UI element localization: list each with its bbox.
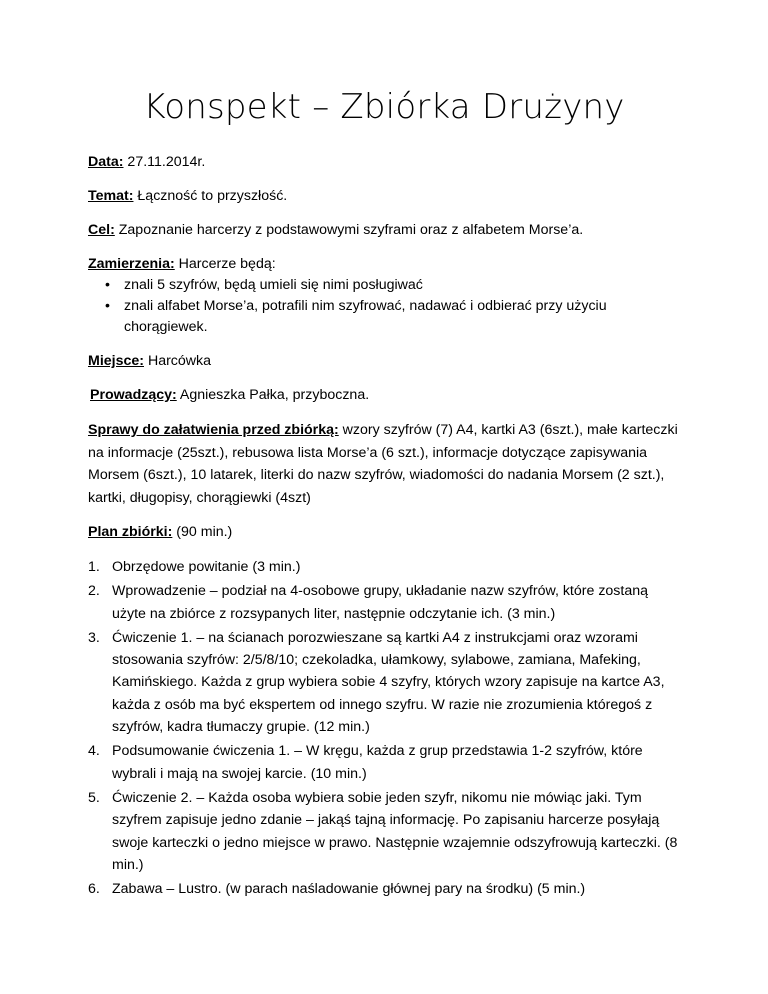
leader-label: Prowadzący: [90, 387, 177, 403]
place-label: Miejsce: [88, 353, 144, 369]
goal-label: Cel: [88, 222, 115, 238]
plan-item-text: Ćwiczenie 1. – na ścianach porozwieszane są kartki A4 z instrukcjami oraz wzorami stosowania szyfrów: 2/5/8/10; czekoladka, ułamkowy, sylabowe, zamiana, Mafeking, Kamińskiego. Każda z grup wybiera sobie 4 szyfry, których wzory zapisuje na kartce A3, każda z osób ma być ekspertem od innego szyfru. W razie nie zrozumienia któregoś z szyfrów, kadra tłumaczy grupie. (12 min.) [112, 629, 665, 736]
tasks-label: Sprawy do załatwienia przed zbiórką: [88, 422, 339, 438]
plan-item [88, 556, 680, 578]
bullet-icon: • [105, 277, 110, 293]
aims-field [88, 254, 680, 275]
plan-item-text: Podsumowanie ćwiczenia 1. – W kręgu, każda z grup przedstawia 1-2 szyfrów, które wybrali i mają na swojej karcie. (10 min.) [112, 743, 643, 782]
plan-label: Plan zbiórki: [88, 524, 173, 540]
leader-value: Agnieszka Pałka, przyboczna. [176, 387, 370, 403]
goal-field [88, 220, 680, 241]
plan-item-text: Ćwiczenie 2. – Każda osoba wybiera sobie jeden szyfr, nikomu nie mówiąc jaki. Tym szyfrem zapisuje jedno zdanie – jakąś tajną informację. Po zapisaniu harcerze posyłają swoje karteczki o jedno miejsce w prawo. Następnie wzajemnie odszyfrowują karteczki. (8 min.) [112, 789, 678, 873]
topic-label: Temat: [88, 188, 134, 204]
plan-item-number: 1. [88, 559, 100, 575]
plan-item [88, 787, 680, 876]
tasks-value: wzory szyfrów (7) A4, kartki A3 (6szt.), małe karteczki na informacje (25szt.), rebusowa lista Morse’a (6 szt.), informacje dotyczące zapisywania Morsem (6szt.), 10 latarek, literki do nazw szyfrów, wiadomości do nadania Morsem (2 szt.), kartki, długopisy, chorągiewki (4szt) [88, 422, 678, 506]
topic-field [88, 186, 680, 207]
plan-item [88, 627, 680, 738]
aims-item [88, 296, 680, 338]
aims-item [88, 275, 680, 296]
plan-duration: (90 min.) [172, 524, 233, 540]
place-field [88, 351, 680, 372]
plan-list [88, 556, 680, 900]
leader-field [88, 385, 680, 406]
plan-item-number: 2. [88, 583, 100, 600]
document-title: Konspekt – Zbiórka Drużyny [143, 87, 625, 127]
date-label: Data: [88, 154, 124, 170]
plan-item [88, 878, 680, 900]
plan-item-number: 4. [88, 743, 100, 760]
aims-label: Zamierzenia: [88, 256, 175, 272]
plan-item [88, 740, 680, 785]
plan-item-text: Zabawa – Lustro. (w parach naśladowanie głównej pary na środku) (5 min.) [112, 881, 586, 898]
goal-value: Zapoznanie harcerzy z podstawowymi szyframi oraz z alfabetem Morse’a. [114, 222, 584, 238]
date-value: 27.11.2014r. [123, 154, 206, 170]
bullet-icon: • [105, 298, 110, 314]
date-field [88, 152, 680, 173]
aims-item-text: znali alfabet Morse’a, potrafili nim szyfrować, nadawać i odbierać przy użyciu chorągiewek. [124, 298, 607, 335]
topic-value: Łączność to przyszłość. [133, 188, 288, 204]
tasks-field [88, 419, 680, 509]
plan-item-number: 6. [88, 881, 100, 898]
plan-item-text: Wprowadzenie – podział na 4-osobowe grupy, układanie nazw szyfrów, które zostaną użyte na zbiórce z rozsypanych liter, następnie odczytanie ich. (3 min.) [112, 583, 649, 622]
plan-field [88, 522, 680, 543]
plan-item-number: 3. [88, 629, 100, 646]
aims-list [88, 275, 680, 338]
aims-intro: Harcerze będą: [174, 256, 276, 272]
plan-item-text: Obrzędowe powitanie (3 min.) [112, 559, 301, 575]
aims-item-text: znali 5 szyfrów, będą umieli się nimi posługiwać [124, 277, 423, 293]
place-value: Harcówka [144, 353, 212, 369]
plan-item [88, 580, 680, 625]
plan-item-number: 5. [88, 789, 100, 806]
